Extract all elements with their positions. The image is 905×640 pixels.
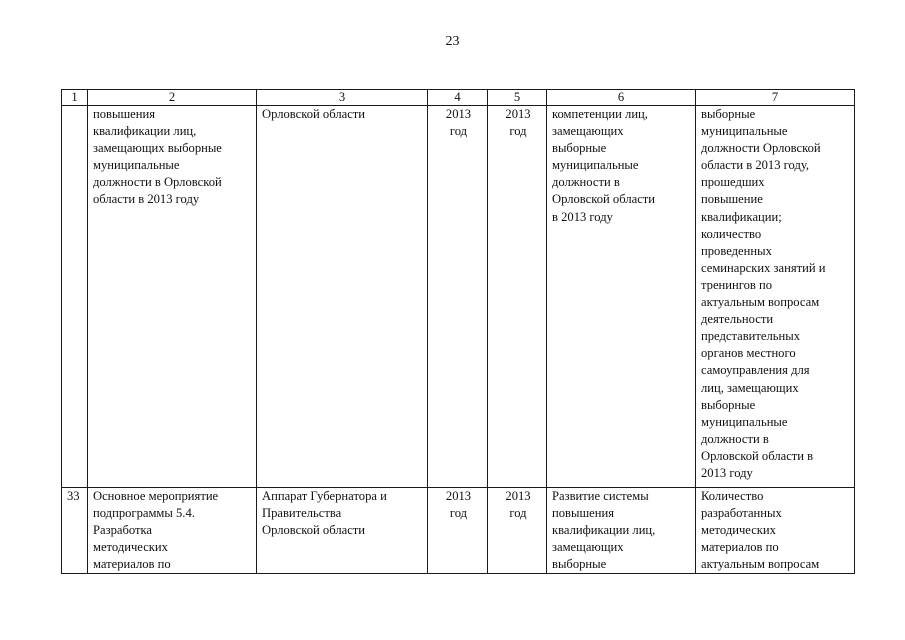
start-year-cell [428, 106, 488, 488]
expected-result: компетенции лиц, замещающих выборные муниципальные должности в Орловской области в 2013 году [552, 107, 656, 224]
column-number-row [62, 90, 855, 106]
page-number: 23 [445, 34, 460, 49]
row-number: 33 [67, 489, 80, 503]
measure-name-cell [88, 106, 257, 488]
row-number-cell [62, 488, 88, 574]
end-year: 2013 год [505, 107, 531, 139]
end-year-cell [488, 106, 547, 488]
column-number: 7 [696, 90, 855, 106]
column-number: 1 [62, 90, 88, 106]
column-number: 3 [257, 90, 428, 106]
column-number: 2 [88, 90, 257, 106]
start-year: 2013 год [445, 489, 472, 521]
table-row [62, 106, 855, 488]
end-year: 2013 год [505, 489, 531, 521]
expected-result: Развитие системы повышения квалификации лиц, замещающих выборные [552, 489, 656, 572]
column-number: 4 [428, 90, 488, 106]
expected-result-cell [547, 106, 696, 488]
measure-name-cell [88, 488, 257, 574]
end-year-cell [488, 488, 547, 574]
column-number: 6 [547, 90, 696, 106]
executor-cell [257, 488, 428, 574]
executor: Орловской области [262, 107, 366, 121]
column-number: 5 [488, 90, 547, 106]
start-year-cell [428, 488, 488, 574]
indicator: выборные муниципальные должности Орловской области в 2013 году, прошедших повышение квалификации; количество проведенных семинарских занятий и тренингов по актуальным вопросам деятельности представительных органов местного самоуправления для лиц, замещающих выборные муниципальные должности в Орловской области в 2013 году [701, 107, 826, 480]
measure-name: повышения квалификации лиц, замещающих выборные муниципальные должности в Орловской области в 2013 году [93, 107, 222, 207]
indicator: Количество разработанных методических материалов по актуальным вопросам [701, 489, 820, 572]
indicator-cell [696, 488, 855, 574]
executor: Аппарат Губернатора и Правительства Орловской области [262, 489, 387, 538]
executor-cell [257, 106, 428, 488]
indicator-cell [696, 106, 855, 488]
table-row [62, 488, 855, 574]
measures-table [61, 89, 855, 574]
row-number-cell [62, 106, 88, 488]
measure-name: Основное мероприятие подпрограммы 5.4. Разработка методических материалов по [93, 489, 219, 572]
start-year: 2013 год [445, 107, 472, 139]
expected-result-cell [547, 488, 696, 574]
